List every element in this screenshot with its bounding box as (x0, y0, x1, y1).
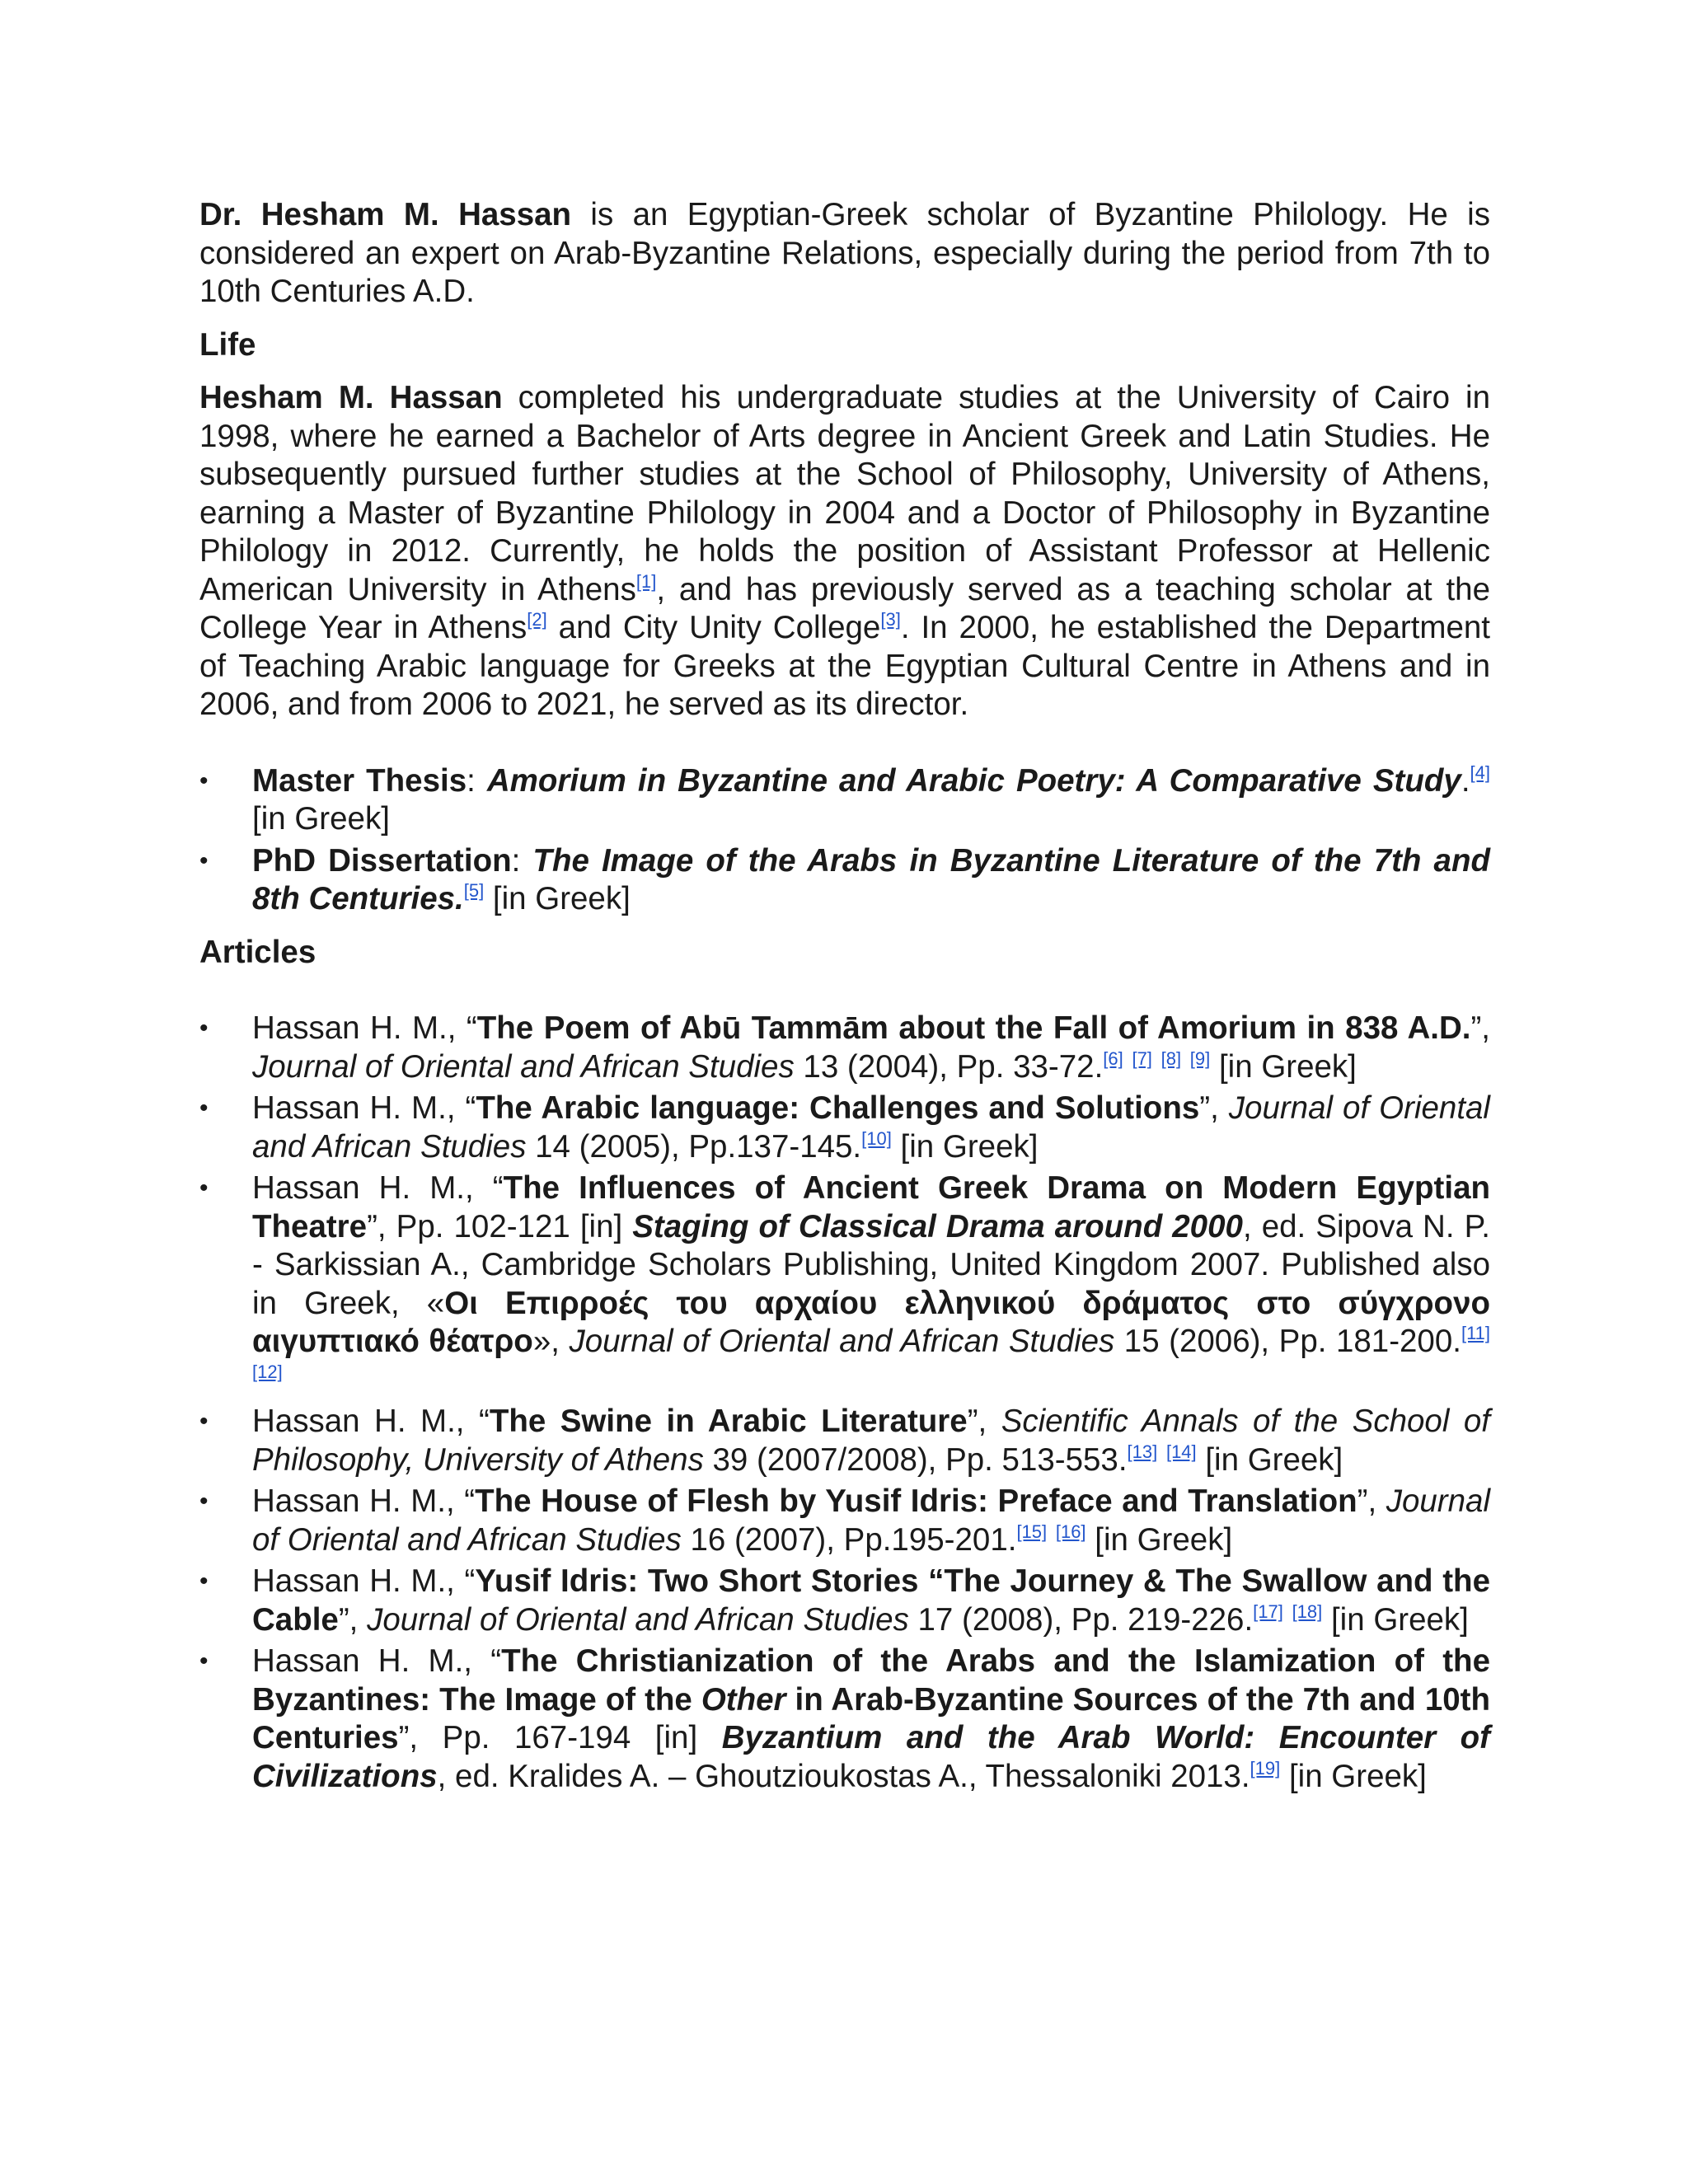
thesis-title: Amorium in Byzantine and Arabic Poetry: A Comparative Study (486, 762, 1461, 799)
article-item (199, 1169, 1490, 1399)
document-page (199, 196, 1490, 1799)
separator: : (511, 842, 533, 879)
article-title: Yusif Idris: Two Short Stories “The Journey & The Swallow and the Cable (252, 1563, 1490, 1638)
theses-list (199, 762, 1490, 919)
articles-list (199, 1010, 1490, 1796)
article-details: , ed. Kralides A. – Ghoutzioukostas A., Thessaloniki 2013. (437, 1758, 1250, 1794)
article-title: in Arab-Byzantine Sources of the 7th and 10th Centuries (252, 1681, 1490, 1755)
article-title-italic: Other (701, 1681, 786, 1718)
scholar-name: Dr. Hesham M. Hassan (199, 197, 572, 232)
article-item (199, 1010, 1490, 1086)
punctuation: ”, (1199, 1090, 1229, 1126)
article-author: Hassan H. M., “ (252, 1483, 476, 1519)
journal-name: Journal of Oriental and African Studies (367, 1601, 909, 1638)
article-details: 15 (2006), Pp. 181-200. (1114, 1324, 1461, 1359)
article-details: 14 (2005), Pp.137-145. (526, 1128, 862, 1165)
punctuation: ”, (338, 1601, 368, 1638)
footnote-link[interactable]: [15] (1016, 1521, 1048, 1542)
article-author: Hassan H. M., “ (252, 1563, 476, 1599)
article-item (199, 1643, 1490, 1796)
thesis-label: Master Thesis (252, 762, 467, 799)
list-item-phd-dissertation (199, 842, 1490, 919)
period: . (1461, 762, 1470, 799)
language-note: [in Greek] (1085, 1521, 1233, 1558)
punctuation: ”, (967, 1404, 1001, 1439)
article-author: Hassan H. M., “ (252, 1010, 477, 1046)
life-text: , and has previously served as a teaching scholar at the College Year in Athens (199, 571, 1490, 645)
life-name: Hesham M. Hassan (199, 380, 503, 415)
article-title: The Christianization of the Arabs and the Islamization of the Byzantines: The Image of the (252, 1643, 1490, 1718)
article-title: The Influences of Ancient Greek Drama on Modern Egyptian Theatre (252, 1170, 1490, 1244)
language-note: [in Greek] (484, 881, 631, 916)
intro-paragraph (199, 196, 1490, 312)
article-details: 17 (2008), Pp. 219-226. (908, 1601, 1254, 1638)
article-details: , ed. Sipova N. P. - Sarkissian A., Cambridge Scholars Publishing, United Kingdom 2007. Published also in Greek, « (252, 1208, 1490, 1321)
life-text: and City Unity College (546, 610, 881, 645)
book-title: Byzantium and the Arab World: Encounter of Civilizations (252, 1720, 1490, 1794)
article-item (199, 1563, 1490, 1639)
footnote-link[interactable]: [2] (527, 609, 547, 630)
language-note: [in Greek] (252, 801, 390, 837)
language-note: [in Greek] (1280, 1758, 1427, 1794)
article-author: Hassan H. M., “ (252, 1090, 476, 1126)
footnote-link[interactable]: [12] (252, 1361, 283, 1382)
article-author: Hassan H. M., “ (252, 1643, 502, 1679)
article-title: The House of Flesh by Yusif Idris: Preface and Translation (475, 1483, 1357, 1519)
footnote-link[interactable]: [1] (635, 570, 657, 592)
thesis-title: The Image of the Arabs in Byzantine Literature of the 7th and 8th Centuries. (252, 842, 1490, 916)
journal-name: Journal of Oriental and African Studies (252, 1048, 795, 1085)
footnote-link[interactable]: [17] (1253, 1601, 1283, 1622)
footnote-link[interactable]: [9] (1189, 1047, 1211, 1069)
article-details: ”, Pp. 102-121 [in] (367, 1208, 633, 1244)
article-title: The Poem of Abū Tammām about the Fall of Amorium in 838 A.D. (476, 1010, 1471, 1046)
punctuation: », (532, 1324, 570, 1359)
footnote-link[interactable]: [13] (1127, 1441, 1158, 1462)
language-note: [in Greek] (1196, 1441, 1343, 1478)
journal-name: Journal of Oriental and African Studies (569, 1324, 1115, 1359)
list-item-master-thesis (199, 762, 1490, 839)
footnote-link[interactable]: [14] (1165, 1441, 1197, 1462)
footnote-link[interactable]: [6] (1103, 1047, 1123, 1069)
journal-name: Scientific Annals of the School of Philosophy, University of Athens (252, 1404, 1490, 1478)
article-title: The Swine in Arabic Literature (489, 1404, 968, 1439)
footnote-link[interactable]: [7] (1132, 1047, 1152, 1069)
footnote-link[interactable]: [3] (880, 609, 901, 630)
article-author: Hassan H. M., “ (252, 1170, 504, 1206)
thesis-label: PhD Dissertation (252, 842, 512, 879)
journal-name: Journal of Oriental and African Studies (252, 1090, 1490, 1165)
article-details: 13 (2004), Pp. 33-72. (794, 1048, 1104, 1085)
journal-name: Journal of Oriental and African Studies (252, 1483, 1491, 1558)
language-note: [in Greek] (1322, 1601, 1469, 1638)
footnote-link[interactable]: [8] (1160, 1047, 1182, 1069)
article-item (199, 1090, 1490, 1166)
article-author: Hassan H. M., “ (252, 1404, 490, 1439)
language-note: [in Greek] (1210, 1048, 1357, 1085)
article-details: ”, Pp. 167-194 [in] (398, 1720, 722, 1755)
punctuation: ”, (1470, 1010, 1490, 1046)
life-text: . In 2000, he established the Department of Teaching Arabic language for Greeks at the Egyptian Cultural Centre in Athens and in 2006, and from 2006 to 2021, he served as its director. (199, 610, 1490, 722)
separator: : (467, 762, 487, 799)
book-title: Staging of Classical Drama around 2000 (632, 1208, 1243, 1244)
language-note: [in Greek] (891, 1128, 1039, 1165)
punctuation: ”, (1357, 1483, 1386, 1519)
article-details: 39 (2007/2008), Pp. 513-553. (703, 1441, 1128, 1478)
footnote-link[interactable]: [11] (1461, 1323, 1491, 1343)
footnote-link[interactable]: [10] (861, 1127, 892, 1149)
footnote-link[interactable]: [4] (1470, 762, 1490, 783)
articles-heading: Articles (199, 934, 316, 970)
article-title: The Arabic language: Challenges and Solutions (476, 1090, 1200, 1126)
article-item (199, 1403, 1490, 1479)
life-paragraph (199, 379, 1490, 724)
article-details: 16 (2007), Pp.195-201. (681, 1521, 1017, 1558)
intro-text: is an Egyptian-Greek scholar of Byzantine Philology. He is considered an expert on Arab-Byzantine Relations, especially during the period from 7th to 10th Centuries A.D. (199, 197, 1490, 309)
greek-title: Οι Επιρροές του αρχαίου ελληνικού δράματος στο σύγχρονο αιγυπτιακό θέατρο (252, 1285, 1490, 1359)
life-text: completed his undergraduate studies at the University of Cairo in 1998, where he earned a Bachelor of Arts degree in Ancient Greek and Latin Studies. He subsequently pursued further studies at the School of Philosophy, University of Athens, earning a Master of Byzantine Philology in 2004 and a Doctor of Philosophy in Byzantine Philology in 2012. Currently, he holds the position of Assistant Professor at Hellenic American University in Athens (199, 380, 1490, 607)
life-heading: Life (199, 326, 256, 363)
footnote-link[interactable]: [19] (1250, 1757, 1281, 1779)
footnote-link[interactable]: [18] (1292, 1601, 1323, 1622)
footnote-link[interactable]: [5] (463, 880, 485, 901)
article-item (199, 1483, 1490, 1559)
footnote-link[interactable]: [16] (1055, 1521, 1086, 1542)
